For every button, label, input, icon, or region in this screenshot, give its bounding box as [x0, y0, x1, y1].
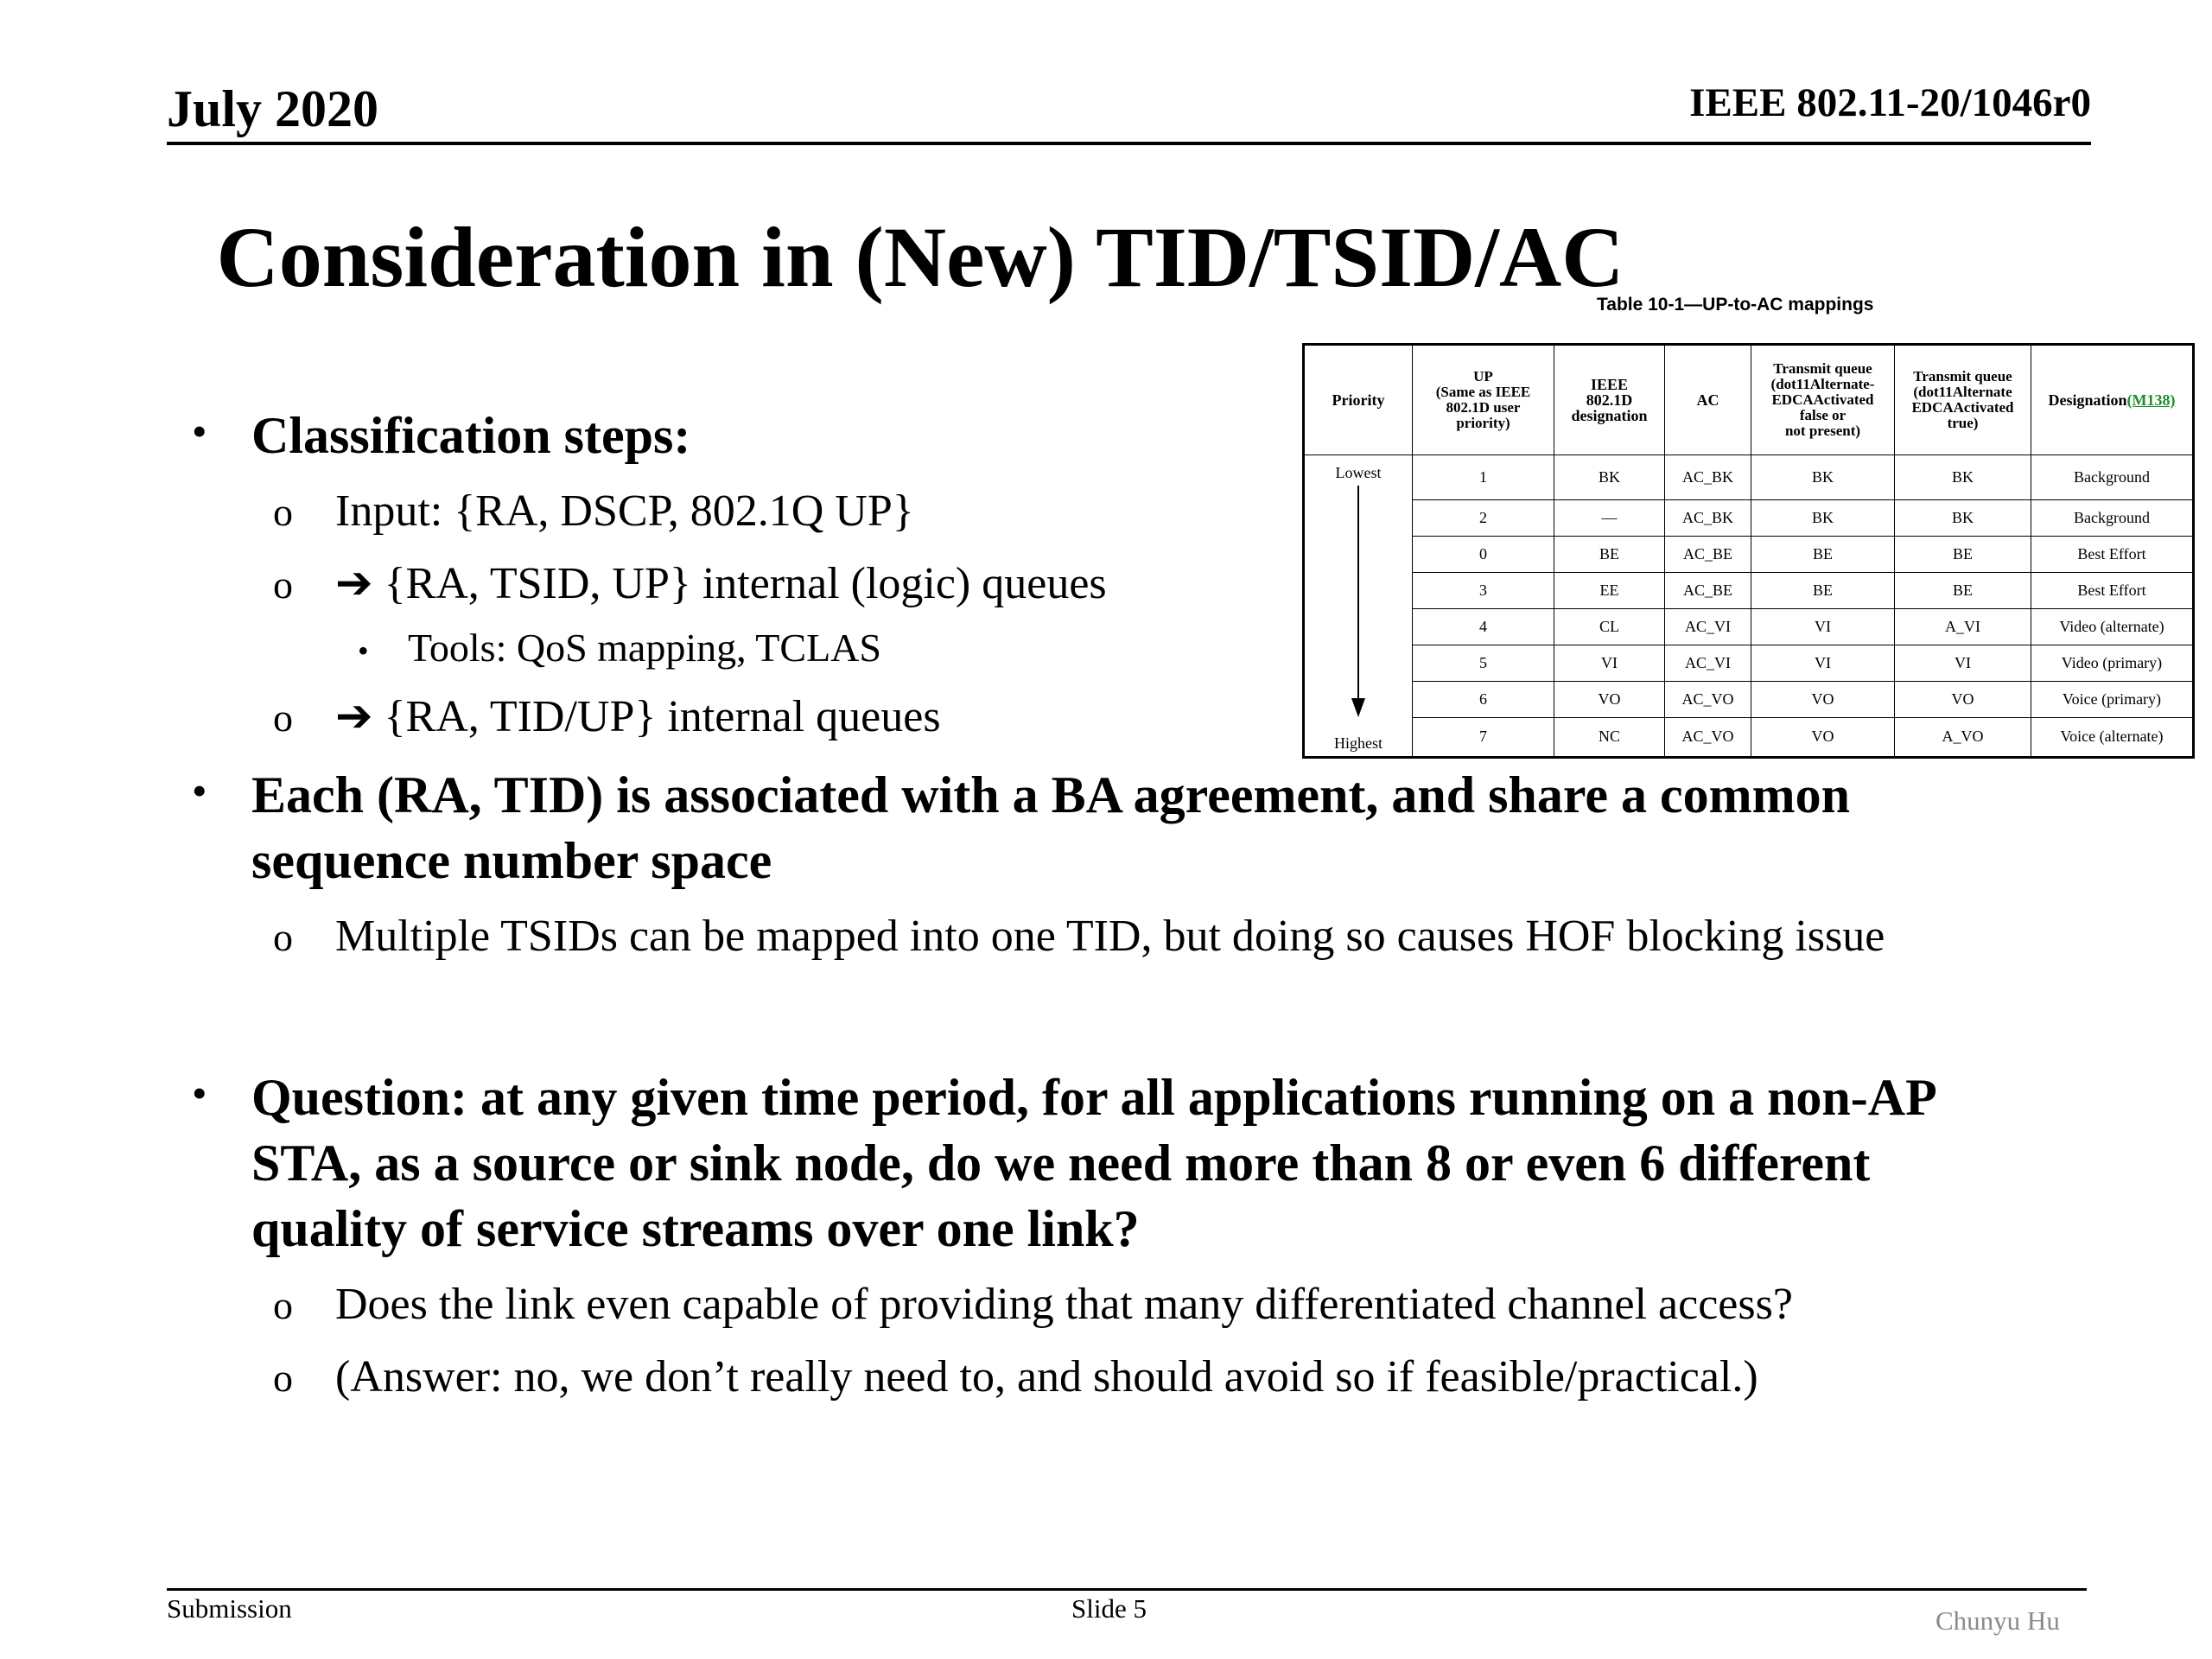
table-row [1304, 681, 2194, 717]
cell-tq-true: BE [1895, 572, 2031, 608]
cell-ieee: CL [1554, 608, 1665, 645]
header-up [1413, 345, 1554, 455]
cell-up: 3 [1413, 572, 1554, 608]
header-designation-label: Designation [2048, 391, 2127, 409]
cell-ac: AC_VI [1665, 608, 1751, 645]
cell-up: 1 [1413, 455, 1554, 500]
header-ac: AC [1665, 345, 1751, 455]
cell-designation: Best Effort [2031, 536, 2194, 572]
header-up-line: UP [1473, 368, 1493, 385]
bullet-icon: • [358, 633, 369, 668]
cell-tq-false: BK [1751, 455, 1895, 500]
bullet-hof-blocking: Multiple TSIDs can be mapped into one TID, but doing so causes HOF blocking issue [335, 912, 1885, 961]
header-doc-id: IEEE 802.11-20/1046r0 [1689, 80, 2091, 125]
footer-author: Chunyu Hu [1936, 1605, 2060, 1636]
bullet-icon: • [192, 407, 207, 455]
cell-ac: AC_BK [1665, 455, 1751, 500]
header-tq-false-line: false or [1799, 407, 1847, 423]
header-date: July 2020 [167, 80, 379, 137]
header-divider [167, 142, 2091, 145]
bullet-question-line: Question: at any given time period, for all applications running on a non-AP [251, 1069, 1937, 1126]
up-to-ac-table [1302, 343, 2195, 759]
header-tq-false-line: not present) [1784, 423, 1861, 439]
bullet-answer: (Answer: no, we don’t really need to, and should avoid so if feasible/practical.) [335, 1352, 1758, 1402]
arrow-right-icon: ➔ [335, 559, 373, 608]
bullet-tools: Tools: QoS mapping, TCLAS [408, 626, 881, 670]
header-tq-false-line: Transmit queue [1773, 360, 1872, 377]
cell-tq-true: BE [1895, 536, 2031, 572]
priority-lowest: Lowest [1304, 455, 1413, 500]
footer-divider [167, 1588, 2087, 1591]
cell-designation: Voice (alternate) [2031, 717, 2194, 758]
cell-tq-false: VO [1751, 717, 1895, 758]
cell-designation: Video (alternate) [2031, 608, 2194, 645]
slide-title: Consideration in (New) TID/TSID/AC [216, 209, 1624, 305]
cell-designation: Best Effort [2031, 572, 2194, 608]
header-ieee-line: IEEE [1590, 376, 1629, 393]
header-ieee [1554, 345, 1665, 455]
cell-ac: AC_BK [1665, 499, 1751, 536]
cell-up: 0 [1413, 536, 1554, 572]
cell-designation: Voice (primary) [2031, 681, 2194, 717]
bullet-ba-agreement-line: sequence number space [251, 832, 772, 889]
header-up-line: (Same as IEEE [1435, 384, 1531, 400]
header-tq-true-line: Transmit queue [1913, 368, 2012, 385]
header-up-line: 802.1D user [1446, 399, 1521, 416]
header-tq-false [1751, 345, 1895, 455]
bullet-tid-queues [335, 690, 941, 745]
table-row [1304, 455, 2194, 500]
header-ieee-line: designation [1571, 407, 1648, 424]
header-designation [2031, 345, 2194, 455]
header-tq-true-line: true) [1947, 415, 1979, 431]
bullet-ba-agreement [251, 762, 1850, 893]
bullet-tsid-queues-text: {RA, TSID, UP} internal (logic) queues [384, 559, 1107, 608]
sub-bullet-icon: o [273, 696, 293, 740]
table-row [1304, 717, 2194, 758]
bullet-ba-agreement-line: Each (RA, TID) is associated with a BA agreement, and share a common [251, 766, 1851, 823]
cell-designation: Video (primary) [2031, 645, 2194, 681]
table-row [1304, 572, 2194, 608]
cell-tq-false: VO [1751, 681, 1895, 717]
cell-ieee: BK [1554, 455, 1665, 500]
cell-tq-false: BE [1751, 536, 1895, 572]
cell-tq-false: BE [1751, 572, 1895, 608]
bullet-classification-steps: Classification steps: [251, 407, 691, 464]
footer-submission: Submission [167, 1593, 292, 1624]
bullet-question-line: quality of service streams over one link? [251, 1200, 1140, 1257]
cell-up: 7 [1413, 717, 1554, 758]
header-up-line: priority) [1456, 415, 1510, 431]
sub-bullet-icon: o [273, 490, 293, 534]
bullet-input-tuple: Input: {RA, DSCP, 802.1Q UP} [335, 486, 914, 536]
bullet-tsid-queues [335, 556, 1107, 612]
cell-ac: AC_VI [1665, 645, 1751, 681]
cell-ieee: BE [1554, 536, 1665, 572]
sub-bullet-icon: o [273, 1356, 293, 1400]
cell-tq-true: BK [1895, 499, 2031, 536]
bullet-icon: • [192, 1069, 207, 1117]
cell-tq-false: VI [1751, 608, 1895, 645]
sub-bullet-icon: o [273, 1283, 293, 1327]
cell-ac: AC_VO [1665, 681, 1751, 717]
cell-designation: Background [2031, 499, 2194, 536]
bullet-question-line: STA, as a source or sink node, do we need more than 8 or even 6 different [251, 1135, 1871, 1192]
designation-reference-link[interactable]: (M138) [2126, 391, 2176, 409]
arrow-right-icon: ➔ [335, 692, 373, 741]
header-tq-true-line: EDCAActivated [1911, 399, 2014, 416]
cell-designation: Background [2031, 455, 2194, 500]
sub-bullet-icon: o [273, 563, 293, 607]
header-tq-false-line: (dot11Alternate- [1770, 376, 1875, 392]
cell-tq-true: VI [1895, 645, 2031, 681]
header-ieee-line: 802.1D [1586, 391, 1633, 409]
header-tq-true-line: (dot11Alternate [1913, 384, 2012, 400]
header-tq-false-line: EDCAActivated [1771, 391, 1874, 408]
arrow-down-icon [1351, 698, 1365, 717]
priority-highest: Highest [1304, 717, 1413, 758]
header-tq-true [1895, 345, 2031, 455]
cell-up: 5 [1413, 645, 1554, 681]
footer-slide-number: Slide 5 [1071, 1593, 1147, 1624]
table-header-row [1304, 345, 2194, 455]
cell-tq-true: A_VI [1895, 608, 2031, 645]
cell-tq-true: A_VO [1895, 717, 2031, 758]
cell-ac: AC_BE [1665, 536, 1751, 572]
bullet-question [251, 1065, 1937, 1262]
table-row [1304, 608, 2194, 645]
cell-tq-false: VI [1751, 645, 1895, 681]
cell-up: 2 [1413, 499, 1554, 536]
cell-up: 6 [1413, 681, 1554, 717]
cell-ieee: — [1554, 499, 1665, 536]
sub-bullet-icon: o [273, 915, 293, 959]
table-caption: Table 10-1—UP-to-AC mappings [1597, 295, 1874, 315]
bullet-link-capability: Does the link even capable of providing that many differentiated channel access? [335, 1280, 1793, 1329]
table-row [1304, 499, 2194, 536]
cell-ieee: NC [1554, 717, 1665, 758]
cell-tq-true: BK [1895, 455, 2031, 500]
cell-tq-false: BK [1751, 499, 1895, 536]
table-row [1304, 645, 2194, 681]
bullet-tid-queues-text: {RA, TID/UP} internal queues [384, 692, 941, 741]
cell-ac: AC_BE [1665, 572, 1751, 608]
cell-tq-true: VO [1895, 681, 2031, 717]
table-row [1304, 536, 2194, 572]
priority-arrow-shaft [1357, 486, 1359, 703]
bullet-icon: • [192, 766, 207, 815]
cell-ieee: VO [1554, 681, 1665, 717]
cell-ieee: VI [1554, 645, 1665, 681]
cell-ieee: EE [1554, 572, 1665, 608]
cell-ac: AC_VO [1665, 717, 1751, 758]
header-priority: Priority [1304, 345, 1413, 455]
cell-up: 4 [1413, 608, 1554, 645]
